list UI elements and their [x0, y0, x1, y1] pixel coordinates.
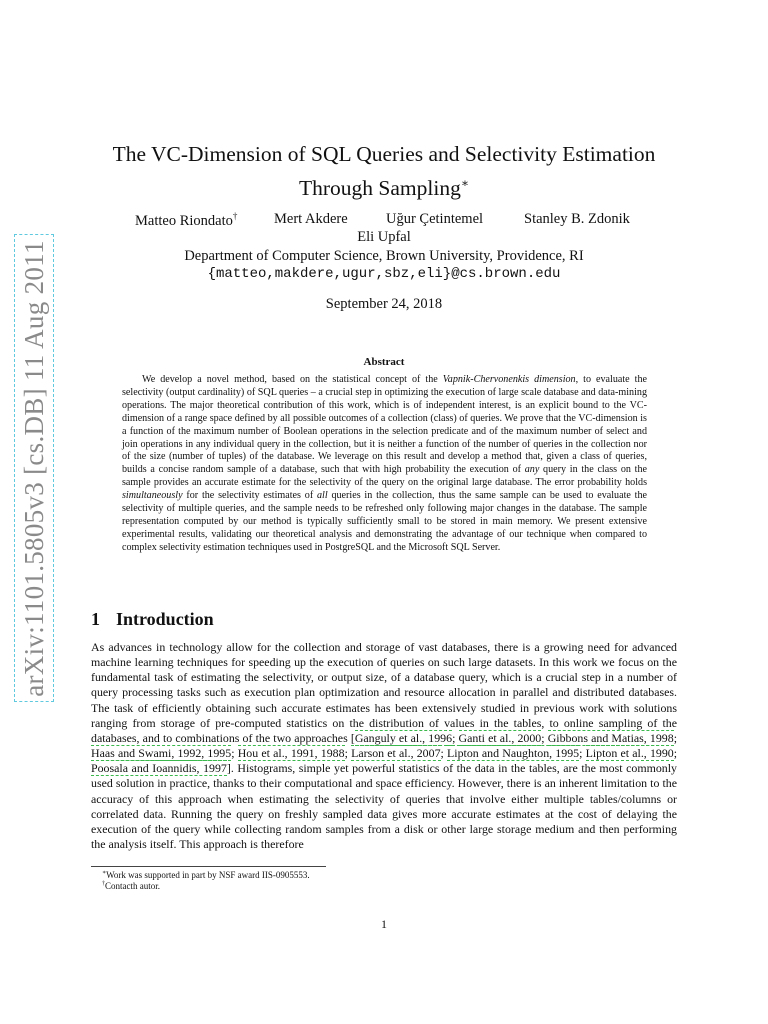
intro-text: As advances in technology allow for the collection and storage of vast databases, there is a growing need for advanced machine learning techniques for speeding up the execution of queries on such large datasets. In this work we focus on the fundamental task of estimating the selectivity, or output size, of a database query, which is a crucial step in a number of query processing tasks such as execution plan optimization and resource allocation in parallel and distributed databases. The task of efficiently obtaining such accurate estimates has been extensively studied in previous work with solutions ranging from storage of pre-computed statistics on the distribution of values in the tables, to online sampling of the databases, and to combinations of the two approaches [: [91, 640, 677, 745]
abstract-text: We develop a novel method, based on the statistical concept of the: [142, 374, 443, 385]
abstract-emphasis: any: [524, 464, 540, 476]
abstract-emphasis: simultaneously: [122, 490, 183, 502]
author-footnote-mark[interactable]: †: [232, 211, 238, 221]
abstract-body: [122, 374, 647, 555]
citation-link[interactable]: Poosala and Ioannidis, 1997: [91, 761, 227, 776]
citation-link[interactable]: Larson et al., 2007: [351, 746, 441, 761]
title-line-2-text: Through Sampling: [299, 176, 461, 201]
abstract-emphasis: Vapnik-Chervonenkis dimension: [442, 374, 576, 385]
author-2: [274, 211, 348, 228]
section-number: 1: [91, 609, 100, 629]
author-name: Mert Akdere: [274, 211, 348, 227]
abstract-text: queries in the collection, thus the same sample can be used to evaluate the selectivity of multiple queries, and the sample needs to be refreshed only following major changes in the database. The sample representation computed by our method is typically sufficiently small to be stored in main memory. We present extensive experimental results, validating our theoretical analysis and demonstrating the advantage of our technique when compared to complex selectivity estimation techniques used in PostgreSQL and the Microsoft SQL Server.: [122, 490, 648, 553]
citation-link[interactable]: Hou et al., 1991, 1988: [237, 746, 345, 761]
page-number: 1: [381, 917, 387, 931]
abstract-heading: Abstract: [363, 356, 405, 368]
citation-link[interactable]: Ganguly et al., 1996: [354, 730, 453, 745]
author-name: Matteo Riondato: [135, 212, 233, 229]
section-title: Introduction: [116, 609, 214, 629]
author-4: [524, 211, 630, 228]
footnote-divider: [91, 866, 326, 867]
citation-link[interactable]: Lipton and Naughton, 1995: [447, 746, 580, 761]
footnote-text: Work was supported in part by NSF award IIS-0905553.: [106, 870, 310, 880]
intro-text: ]. Histograms, simple yet powerful statistics of the data in the tables, are the most commonly used solution in practice, thanks to their computational and space efficiency. However, there is an inherent limitation to the accuracy of this approach when estimating the selectivity of queries that involve either multiple tables/columns or correlated data. Running the query on freshly sampled data gives more accurate estimates at the cost of delaying the execution of the query while collecting random samples from a disk or other large storage medium and then performing the analysis itself. This approach is therefore: [91, 761, 677, 852]
arxiv-stamp-text: arXiv:1101.5805v3 [cs.DB] 11 Aug 2011: [18, 239, 49, 697]
footnote-1: [102, 869, 310, 880]
paper-title: [0, 140, 768, 203]
footnote-2: [102, 881, 160, 891]
affiliation: Department of Computer Science, Brown University, Providence, RI: [184, 248, 584, 264]
footnote-mark: ∗: [102, 870, 107, 876]
abstract-text: query in the class on the sample provides an accurate estimate for the selectivity of the query on the original large database. The error probability holds: [122, 464, 647, 489]
author-list: [0, 211, 768, 231]
intro-paragraph: As advances in technology allow for the collection and storage of vast databases, there is a growing need for advanced machine learning techniques for speeding up the execution of queries on such large datasets. In this work we focus on the fundamental task of estimating the selectivity, or output size, of a database query, which is a crucial step in a number of query processing tasks such as execution plan optimization and resource allocation in parallel and distributed databases. The task of efficiently obtaining such accurate estimates has been extensively studied in previous work with solutions ranging from storage of pre-computed statistics on the distribution of values in the tables, to online sampling of the databases, and to combinations of the two approaches [Ganguly et al., 1996; Ganti et al., 2000; Gibbons and Matias, 1998; Haas and Swami, 1992, 1995; Hou et al., 1991, 1988; Larson et al., 2007; Lipton and Naughton, 1995; Lipton et al., 1990; Poosala and Ioannidis, 1997]. Histograms, simple yet powerful statistics of the data in the tables, are the most commonly used solution in practice, thanks to their computational and space efficiency. However, there is an inherent limitation to the accuracy of this approach when estimating the selectivity of queries that involve either multiple tables/columns or correlated data. Running the query on freshly sampled data gives more accurate estimates at the cost of delaying the execution of the query while collecting random samples from a disk or other large storage medium and then performing the analysis itself. This approach is therefore: [91, 640, 678, 852]
footnote-mark: †: [102, 881, 105, 887]
paper-date: September 24, 2018: [325, 296, 443, 312]
author-5: Eli Upfal: [357, 229, 411, 245]
title-line-2: [0, 169, 768, 203]
abstract-emphasis: all: [317, 490, 328, 502]
author-name: Stanley B. Zdonik: [524, 211, 630, 227]
abstract-text: , to evaluate the selectivity (output cardinality) of SQL queries – a crucial step in optimizing the execution of large scale database and data-mining operations. The major theoretical contribution of this work, which is of independent interest, is an explicit bound to the VC-dimension of a range space defined by all possible outcomes of a collection (class) of queries. We prove that the VC-dimension is a function of the maximum number of Boolean operations in the selection predicate and of the maximum number of select and join operations in any individual query in the collection, but it is neither a function of the number of queries in the collection nor of the size (number of tuples) of the database. We leverage on this result and develop a method that, given a class of queries, builds a concise random sample of a database, such that with high probability the execution of: [122, 374, 647, 476]
abstract-text: for the selectivity estimates of: [182, 490, 317, 502]
citation-link[interactable]: Ganti et al., 2000: [458, 730, 542, 745]
section-heading: [91, 609, 214, 630]
footnote-text: Contacth autor.: [105, 881, 160, 891]
title-footnote-mark[interactable]: ∗: [460, 176, 469, 190]
author-name: Uğur Çetintemel: [386, 211, 484, 227]
citation-link[interactable]: Haas and Swami, 1992, 1995: [91, 746, 232, 761]
citation-link[interactable]: Gibbons and Matias, 1998: [547, 730, 674, 745]
citation-link[interactable]: Lipton et al., 1990: [585, 746, 674, 761]
title-line-1: The VC-Dimension of SQL Queries and Selectivity Estimation: [112, 142, 656, 166]
author-emails: {matteo,makdere,ugur,sbz,eli}@cs.brown.edu: [207, 266, 561, 282]
author-3: [386, 211, 483, 228]
author-1: [135, 211, 237, 230]
